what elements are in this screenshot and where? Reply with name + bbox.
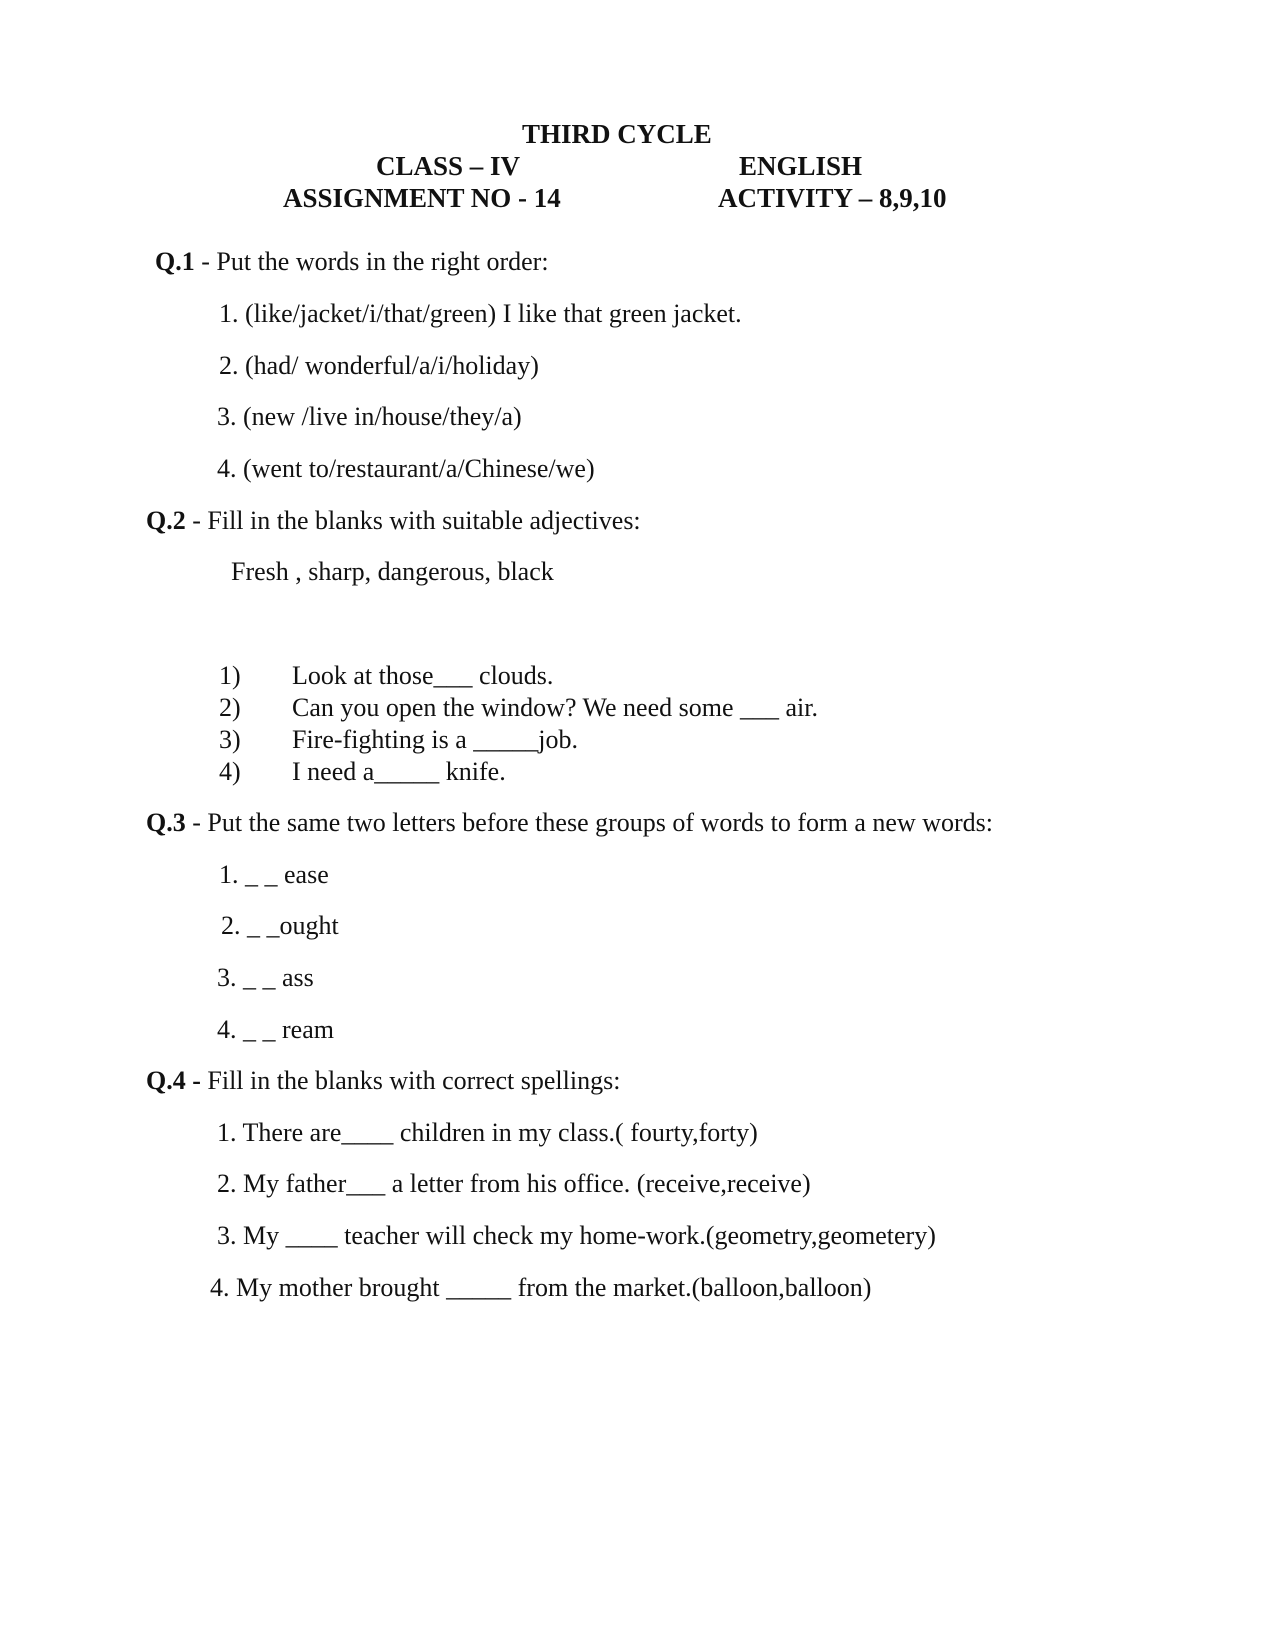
q4-label: Q.4 - (146, 1066, 201, 1095)
q4-instruction: Fill in the blanks with correct spellings: (200, 1066, 621, 1095)
q2-item-number: 2) (219, 693, 241, 722)
activity-numbers: ACTIVITY – 8,9,10 (718, 183, 947, 213)
q3-item: 1. _ _ ease (219, 860, 329, 889)
q4-item: 1. There are____ children in my class.( fourty,forty) (217, 1118, 758, 1147)
subject-label: ENGLISH (739, 151, 863, 181)
q3-item: 3. _ _ ass (217, 963, 314, 992)
q1-item: 3. (new /live in/house/they/a) (217, 402, 522, 431)
q3-instruction: - Put the same two letters before these groups of words to form a new words: (185, 808, 993, 837)
q4-item: 4. My mother brought _____ from the market.(balloon,balloon) (210, 1273, 872, 1302)
q2-heading (146, 505, 641, 536)
q1-label: Q.1 (155, 247, 195, 276)
q1-item: 4. (went to/restaurant/a/Chinese/we) (217, 454, 595, 483)
q4-item: 3. My ____ teacher will check my home-work.(geometry,geometery) (217, 1221, 936, 1250)
q4-heading (146, 1065, 620, 1096)
q1-instruction: - Put the words in the right order: (194, 247, 549, 276)
q2-instruction: - Fill in the blanks with suitable adjectives: (185, 506, 641, 535)
q2-word-bank: Fresh , sharp, dangerous, black (231, 557, 554, 586)
q3-item: 2. _ _ought (221, 911, 339, 940)
q4-item: 2. My father___ a letter from his office. (receive,receive) (217, 1169, 811, 1198)
q2-item-number: 4) (219, 757, 241, 786)
q2-item-text: Can you open the window? We need some ___ air. (292, 693, 818, 722)
cycle-title: THIRD CYCLE (522, 119, 712, 149)
q2-item-text: I need a_____ knife. (292, 757, 506, 786)
q1-item: 2. (had/ wonderful/a/i/holiday) (219, 351, 539, 380)
class-label: CLASS – IV (376, 151, 521, 181)
q2-item-number: 3) (219, 725, 241, 754)
assignment-number: ASSIGNMENT NO - 14 (283, 183, 561, 213)
q3-heading (146, 807, 993, 838)
q2-label: Q.2 (146, 506, 186, 535)
q1-item: 1. (like/jacket/i/that/green) I like that green jacket. (219, 299, 742, 328)
q3-label: Q.3 (146, 808, 186, 837)
q2-item-text: Look at those___ clouds. (292, 661, 554, 690)
q2-item-text: Fire-fighting is a _____job. (292, 725, 578, 754)
q2-item-number: 1) (219, 661, 241, 690)
q3-item: 4. _ _ ream (217, 1015, 334, 1044)
q1-heading (155, 246, 549, 277)
